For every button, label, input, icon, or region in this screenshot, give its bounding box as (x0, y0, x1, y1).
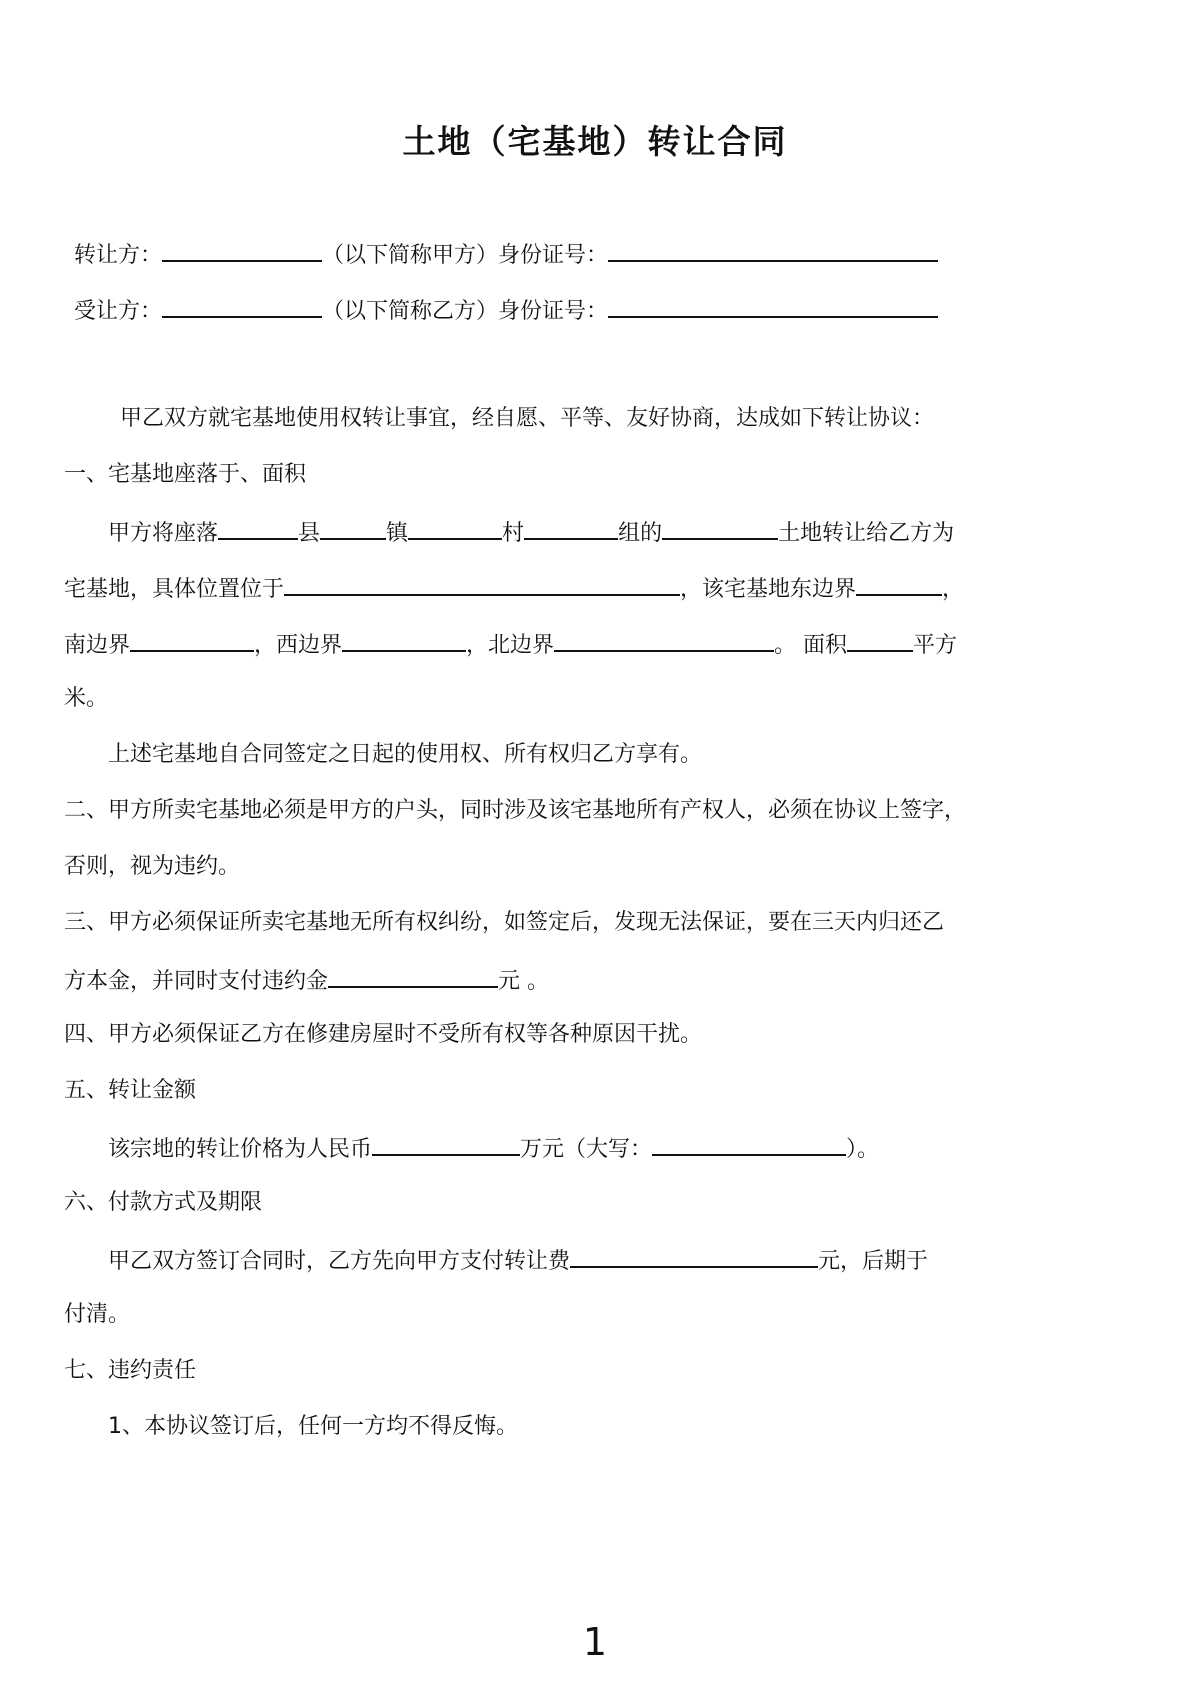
transferor-name-blank (162, 238, 322, 262)
transferor-label: 转让方： (74, 243, 163, 268)
section6-heading: 六、付款方式及期限 (64, 1190, 263, 1215)
text-fragment: 县 (298, 521, 321, 546)
text-fragment: 南边界 (64, 633, 131, 658)
text-fragment: 甲方将座落 (108, 521, 219, 546)
section1-boundary-line (64, 628, 957, 661)
transferee-id-blank (608, 294, 938, 318)
text-fragment: 宅基地，具体位置位于 (64, 577, 285, 602)
section1-heading: 一、宅基地座落于、面积 (64, 462, 307, 487)
text-fragment: ，该宅基地东边界 (680, 577, 857, 602)
section4-line: 四、甲方必须保证乙方在修建房屋时不受所有权等各种原因干扰。 (64, 1022, 703, 1047)
county-blank (218, 516, 298, 540)
text-fragment: ，北边界 (466, 633, 555, 658)
transferee-label: 受让方： (74, 299, 163, 324)
section5-heading: 五、转让金额 (64, 1078, 197, 1103)
section6-payment-line (108, 1244, 928, 1277)
west-boundary-blank (342, 628, 466, 652)
section3-line1: 三、甲方必须保证所卖宅基地无所有权纠纷，如签定后，发现无法保证，要在三天内归还乙 (64, 910, 945, 935)
section5-price-line (108, 1132, 879, 1165)
text-fragment: 万元（大写： (520, 1137, 653, 1162)
transferee-line (74, 294, 938, 327)
text-fragment: 村 (502, 521, 525, 546)
town-blank (320, 516, 386, 540)
text-fragment: 组的 (618, 521, 663, 546)
section1-ownership-line: 上述宅基地自合同签定之日起的使用权、所有权归乙方享有。 (108, 742, 703, 767)
intro-paragraph: 甲乙双方就宅基地使用权转让事宜，经自愿、平等、友好协商，达成如下转让协议： (120, 406, 935, 431)
group-blank (524, 516, 618, 540)
transferee-name-blank (162, 294, 322, 318)
transfer-fee-blank (570, 1244, 818, 1268)
text-fragment: ，西边界 (254, 633, 343, 658)
text-fragment: 甲乙双方签订合同时，乙方先向甲方支付转让费 (108, 1249, 571, 1274)
land-blank (662, 516, 778, 540)
transferor-id-blank (608, 238, 938, 262)
page-number: 1 (582, 1620, 608, 1664)
section7-item1: 1、本协议签订后，任何一方均不得反悔。 (108, 1414, 518, 1439)
text-fragment: 元，后期于 (818, 1249, 929, 1274)
section2-line1: 二、甲方所卖宅基地必须是甲方的户头，同时涉及该宅基地所有产权人，必须在协议上签字， (64, 798, 967, 823)
section1-location-line (108, 516, 954, 549)
penalty-blank (328, 964, 498, 988)
text-fragment: ， (942, 577, 965, 602)
village-blank (408, 516, 502, 540)
area-blank (847, 628, 913, 652)
position-blank (284, 572, 680, 596)
price-number-blank (372, 1132, 520, 1156)
section1-unit-line: 米。 (64, 686, 109, 711)
text-fragment: 该宗地的转让价格为人民币 (108, 1137, 373, 1162)
text-fragment: ）。 (846, 1137, 880, 1162)
price-words-blank (652, 1132, 846, 1156)
text-fragment: 元 。 (498, 969, 550, 994)
section7-heading: 七、违约责任 (64, 1358, 197, 1383)
text-fragment: 镇 (386, 521, 409, 546)
transferor-alias: （以下简称甲方）身份证号： (322, 243, 609, 268)
section3-line2 (64, 964, 549, 997)
transferee-alias: （以下简称乙方）身份证号： (322, 299, 609, 324)
east-boundary-blank (856, 572, 942, 596)
text-fragment: 方本金，并同时支付违约金 (64, 969, 329, 994)
south-boundary-blank (130, 628, 254, 652)
text-fragment: 土地转让给乙方为 (778, 521, 955, 546)
section6-line2: 付清。 (64, 1302, 131, 1327)
north-boundary-blank (554, 628, 774, 652)
text-fragment: 平方 (913, 633, 958, 658)
page-title: 土地（宅基地）转让合同 (402, 122, 788, 161)
transferor-line (74, 238, 938, 271)
section1-position-line (64, 572, 964, 605)
section2-line2: 否则，视为违约。 (64, 854, 241, 879)
text-fragment: 。 面积 (774, 633, 848, 658)
